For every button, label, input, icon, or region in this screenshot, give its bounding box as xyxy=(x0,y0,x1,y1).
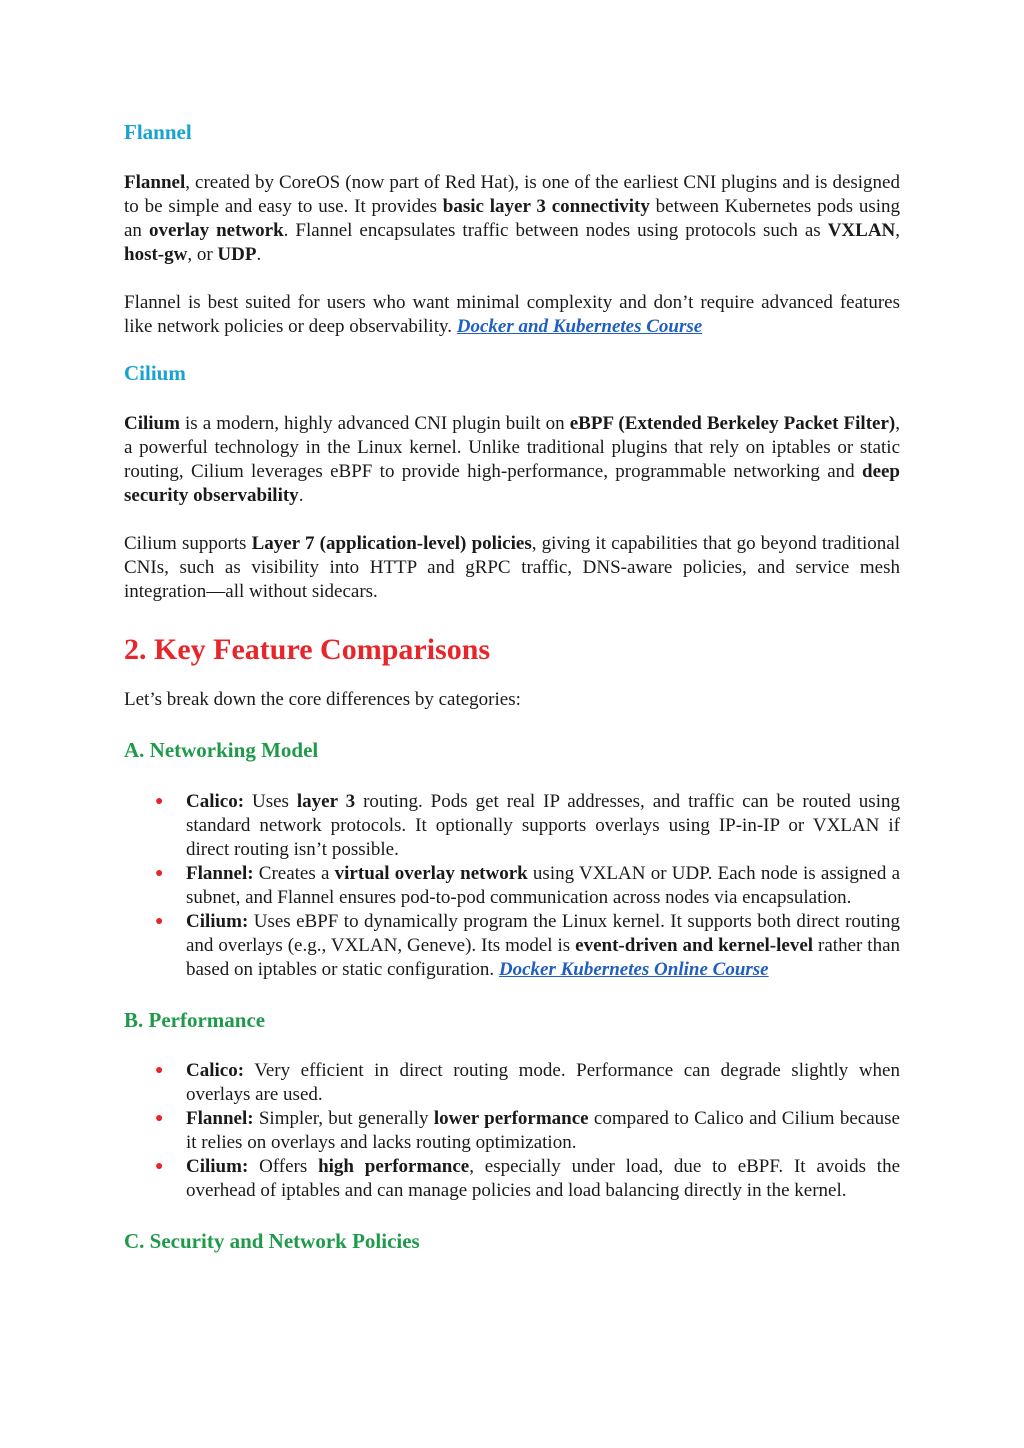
docker-kubernetes-course-link[interactable]: Docker and Kubernetes Course xyxy=(456,316,703,338)
list-item-cilium: ● Cilium: Uses eBPF to dynamically program the Linux kernel. It supports both direct routing and overlays (e.g., VXLAN, Geneve). Its model is event-driven and kernel-level rather than based on iptables or static configuration. Docker Kubernetes Online Course xyxy=(155,910,900,980)
cilium-heading: Cilium xyxy=(124,361,186,386)
bullet-icon: ● xyxy=(155,793,164,809)
cilium-paragraph-1: Cilium is a modern, highly advanced CNI plugin built on eBPF (Extended Berkeley Packet Filter), a powerful technology in the Linux kernel. Unlike traditional plugins that rely on iptables or static routing, Cilium leverages eBPF to provide high-performance, programmable networking and deep security observability. xyxy=(124,413,900,507)
flannel-heading: Flannel xyxy=(124,120,192,144)
list-item-cilium: ● Cilium: Offers high performance, especially under load, due to eBPF. It avoids the overhead of iptables and can manage policies and load balancing directly in the kernel. xyxy=(155,1155,900,1201)
networking-model-list xyxy=(124,790,900,982)
cilium-paragraph-2: Cilium supports Layer 7 (application-level) policies, giving it capabilities that go beyond traditional CNIs, such as visibility into HTTP and gRPC traffic, DNS-aware policies, and service mesh integration—all without sidecars. xyxy=(124,533,900,603)
bullet-icon: ● xyxy=(155,1062,164,1078)
list-item-calico: ● Calico: Very efficient in direct routing mode. Performance can degrade slightly when overlays are used. xyxy=(155,1059,900,1105)
bullet-icon: ● xyxy=(155,865,164,881)
comparison-intro: Let’s break down the core differences by categories: xyxy=(124,689,521,711)
bullet-icon: ● xyxy=(155,1158,164,1174)
docker-kubernetes-online-course-link[interactable]: Docker Kubernetes Online Course xyxy=(498,958,769,980)
bullet-icon: ● xyxy=(155,913,164,929)
flannel-paragraph-1: Flannel, created by CoreOS (now part of Red Hat), is one of the earliest CNI plugins and is designed to be simple and easy to use. It provides basic layer 3 connectivity between Kubernetes pods using an overlay network. Flannel encapsulates traffic between nodes using protocols such as VXLAN, host-gw, or UDP. xyxy=(124,172,901,266)
key-feature-comparisons-heading: 2. Key Feature Comparisons xyxy=(124,633,491,667)
document-page xyxy=(124,120,900,1254)
performance-heading: B. Performance xyxy=(124,1007,266,1032)
bullet-icon: ● xyxy=(155,1110,164,1126)
list-item-flannel: ● Flannel: Creates a virtual overlay network using VXLAN or UDP. Each node is assigned a subnet, and Flannel ensures pod-to-pod communication across nodes via encapsulation. xyxy=(155,862,901,908)
list-item-calico: ● Calico: Uses layer 3 routing. Pods get real IP addresses, and traffic can be routed using standard network protocols. It optionally supports overlays using IP-in-IP or VXLAN if direct routing isn’t possible. xyxy=(155,790,900,860)
security-heading: C. Security and Network Policies xyxy=(124,1228,420,1253)
flannel-paragraph-2: Flannel is best suited for users who want minimal complexity and don’t require advanced features like network policies or deep observability. Docker and Kubernetes Course xyxy=(124,292,900,338)
networking-model-heading: A. Networking Model xyxy=(124,738,319,763)
list-item-flannel: ● Flannel: Simpler, but generally lower performance compared to Calico and Cilium because it relies on overlays and lacks routing optimization. xyxy=(155,1107,900,1153)
performance-list xyxy=(124,1059,900,1203)
